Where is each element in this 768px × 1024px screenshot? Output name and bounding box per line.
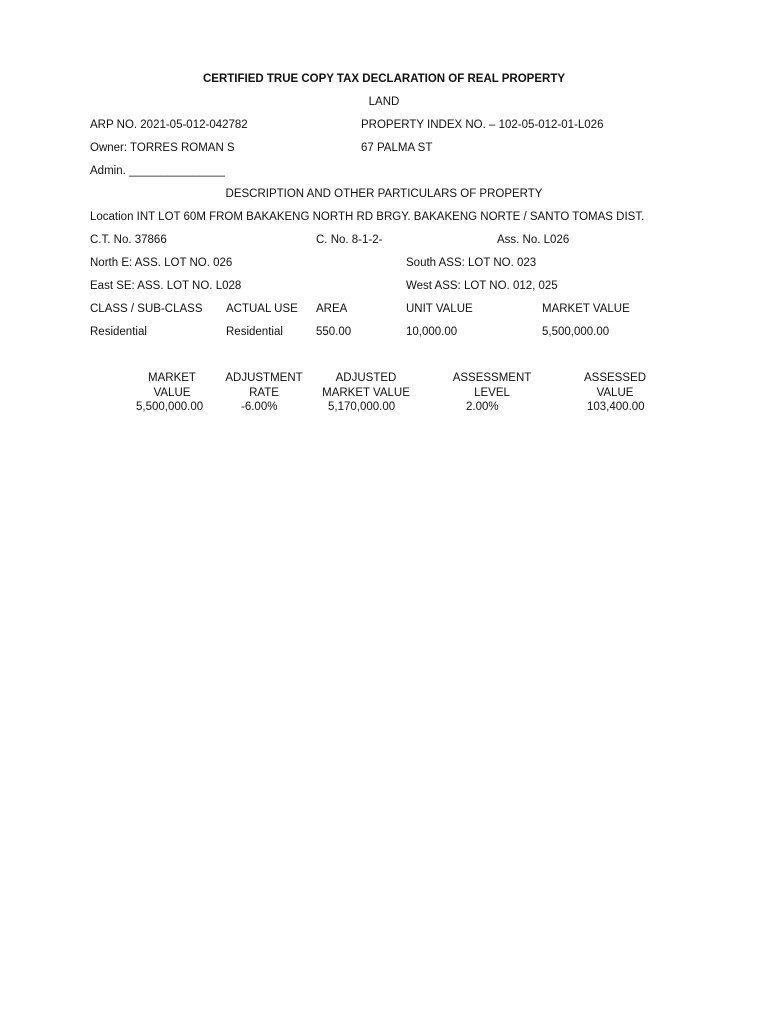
boundary-south: South ASS: LOT NO. 023 xyxy=(406,257,537,269)
assessment-header-cell xyxy=(216,371,312,400)
table-header-cell: CLASS / SUB-CLASS xyxy=(90,303,203,315)
admin-line: Admin. _______________ xyxy=(90,165,225,177)
description-heading: DESCRIPTION AND OTHER PARTICULARS OF PROPERTY xyxy=(225,188,543,200)
table-header-cell: MARKET VALUE xyxy=(542,303,630,315)
header-line: ADJUSTED xyxy=(335,372,397,384)
assessment-cell: 5,500,000.00 xyxy=(136,401,204,413)
assessment-cell: 5,170,000.00 xyxy=(328,401,396,413)
header-line: ASSESSED xyxy=(584,372,646,384)
header-line: LEVEL xyxy=(474,386,510,399)
assessment-header-cell xyxy=(314,371,418,400)
assessment-header-cell xyxy=(570,371,660,400)
header-line: MARKET xyxy=(148,372,196,384)
boundary-east: East SE: ASS. LOT NO. L028 xyxy=(90,280,242,292)
table-header-cell: AREA xyxy=(316,303,348,315)
header-line: MARKET VALUE xyxy=(322,386,410,399)
header-line: RATE xyxy=(249,386,279,399)
table-cell: Residential xyxy=(90,326,147,338)
boundary-west: West ASS: LOT NO. 012, 025 xyxy=(406,280,558,292)
c-number: C. No. 8-1-2- xyxy=(316,234,383,246)
table-cell: Residential xyxy=(226,326,283,338)
table-header-cell: ACTUAL USE xyxy=(226,303,298,315)
assessment-cell: 103,400.00 xyxy=(587,401,645,413)
header-line: ADJUSTMENT xyxy=(225,372,303,384)
assessment-cell: -6.00% xyxy=(241,401,278,413)
assessment-number: Ass. No. L026 xyxy=(497,234,570,246)
table-header-cell: UNIT VALUE xyxy=(406,303,473,315)
owner-address: 67 PALMA ST xyxy=(361,142,433,154)
header-line: VALUE xyxy=(596,386,634,399)
table-cell: 550.00 xyxy=(316,326,352,338)
assessment-header-cell xyxy=(130,371,214,400)
header-line: ASSESSMENT xyxy=(452,372,532,384)
header-line: VALUE xyxy=(153,386,191,399)
property-kind: LAND xyxy=(368,96,400,108)
assessment-cell: 2.00% xyxy=(466,401,499,413)
table-cell: 10,000.00 xyxy=(406,326,458,338)
ct-number: C.T. No. 37866 xyxy=(90,234,167,246)
assessment-header-cell xyxy=(440,371,544,400)
arp-number: ARP NO. 2021-05-012-042782 xyxy=(90,119,248,131)
table-cell: 5,500,000.00 xyxy=(542,326,610,338)
document-title: CERTIFIED TRUE COPY TAX DECLARATION OF REAL PROPERTY xyxy=(202,73,566,85)
property-index-number: PROPERTY INDEX NO. – 102-05-012-01-L026 xyxy=(361,119,604,131)
property-location: Location INT LOT 60M FROM BAKAKENG NORTH RD BRGY. BAKAKENG NORTE / SANTO TOMAS DIST. xyxy=(90,211,645,223)
boundary-north: North E: ASS. LOT NO. 026 xyxy=(90,257,233,269)
owner-name: Owner: TORRES ROMAN S xyxy=(90,142,235,154)
